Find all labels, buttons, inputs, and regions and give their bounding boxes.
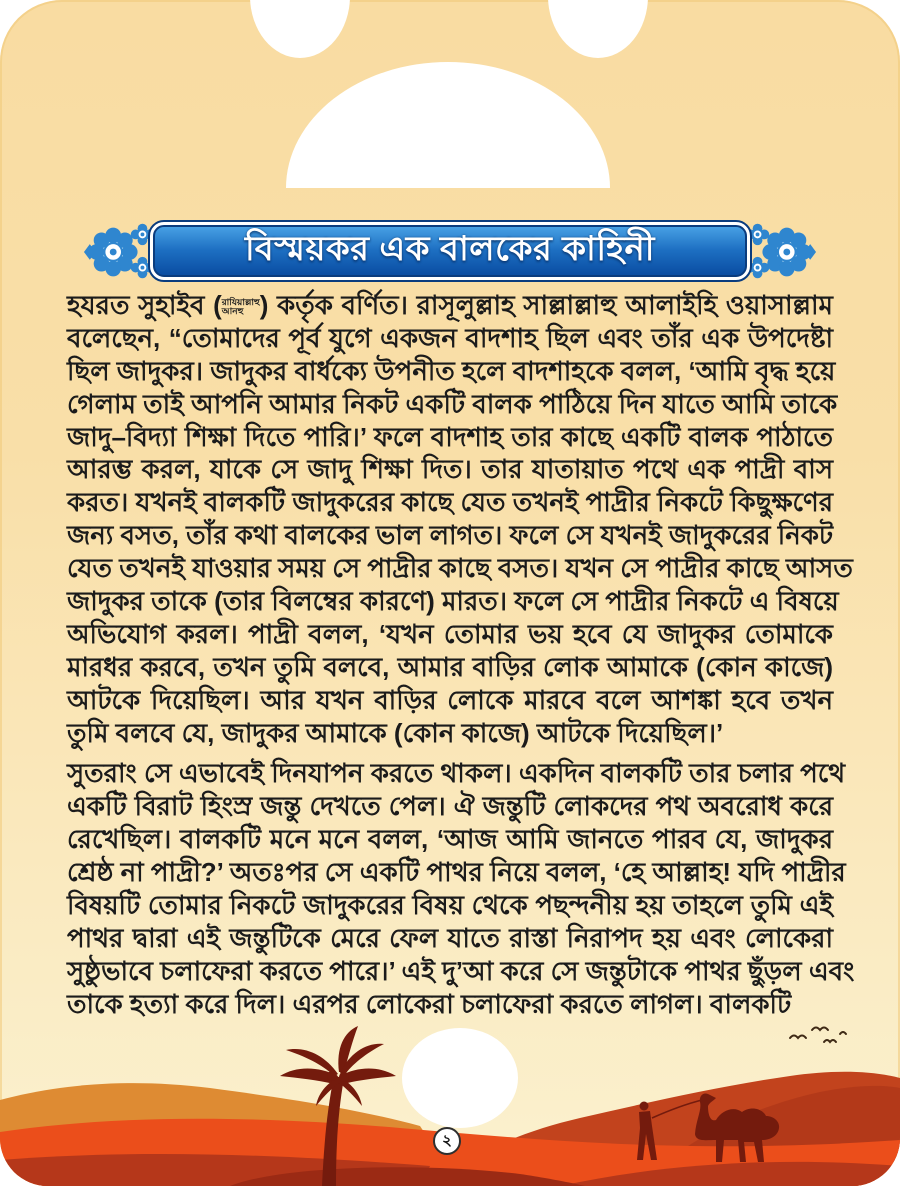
story-line: যেত তখনই যাওয়ার সময় সে পাদ্রীর কাছে বসত। যখন সে পাদ্রীর কাছে আসত bbox=[67, 553, 853, 584]
top-edge-notch-right bbox=[548, 0, 648, 58]
top-edge-notch-left bbox=[250, 0, 350, 58]
title-banner-row bbox=[0, 218, 900, 284]
story-line: করত। যখনই বালকটি জাদুকরের কাছে যেত তখনই পাদ্রীর নিকটে কিছুক্ষণের bbox=[67, 487, 833, 518]
story-line: আটকে দিয়েছিল। আর যখন বাড়ির লোকে মারবে বলে আশঙ্কা হবে তখন bbox=[67, 684, 833, 715]
story-line: পাথর দ্বারা এই জন্তুটিকে মেরে ফেল যাতে রাস্তা নিরাপদ হয় এবং লোকেরা bbox=[67, 922, 833, 953]
story-line: বলেছেন, “তোমাদের পূর্ব যুগে একজন বাদশাহ ছিল এবং তাঁর এক উপদেষ্টা bbox=[67, 322, 833, 353]
title-banner-inner bbox=[153, 225, 747, 277]
page-title: বিস্ময়কর এক বালকের কাহিনী bbox=[245, 229, 655, 268]
story-paragraph bbox=[67, 757, 855, 1020]
story-paragraph bbox=[67, 289, 853, 749]
story-line: জাদু–বিদ্যা শিক্ষা দিতে পারি।’ ফলে বাদশাহ তার কাছে একটি বালক পাঠাতে bbox=[67, 421, 833, 452]
story-line: সুষ্ঠুভাবে চলাফেরা করতে পারে।’ এই দু’আ করে সে জন্তুটাকে পাথর ছুঁড়ল এবং bbox=[67, 955, 855, 986]
story-line: জন্য বসত, তাঁর কথা বালকের ভাল লাগত। ফলে সে যখনই জাদুকরের নিকট bbox=[67, 520, 834, 551]
story-line: তুমি বলবে যে, জাদুকর আমাকে (কোন কাজে) আটকে দিয়েছিল।’ bbox=[67, 717, 724, 748]
desert-scene bbox=[0, 1014, 900, 1186]
story-line: রেখেছিল। বালকটি মনে মনে বলল, ‘আজ আমি জানতে পারব যে, জাদুকর bbox=[67, 824, 833, 855]
honorific-seal: রাযিয়াল্লাহু আনহু bbox=[221, 297, 260, 317]
story-text bbox=[67, 289, 855, 1021]
story-line: জাদুকর তাকে (তার বিলম্বের কারণে) মারত। ফলে সে পাদ্রীর নিকটে এ বিষয়ে bbox=[67, 586, 839, 617]
story-line: মারধর করবে, তখন তুমি বলবে, আমার বাড়ির লোক আমাকে (কোন কাজে) bbox=[67, 651, 833, 682]
story-line: ছিল জাদুকর। জাদুকর বার্ধক্যে উপনীত হলে বাদশাহকে বলল, ‘আমি বৃদ্ধ হয়ে bbox=[67, 355, 836, 386]
story-line: গেলাম তাই আপনি আমার নিকট একটি বালক পাঠিয়ে দিন যাতে আমি তাকে bbox=[67, 388, 838, 419]
birds-icon bbox=[790, 1028, 846, 1043]
story-line: সুতরাং সে এভাবেই দিনযাপন করতে থাকল। একদিন বালকটি তার চলার পথে bbox=[67, 758, 846, 789]
page-number-badge: ২ bbox=[433, 1127, 461, 1155]
sun-icon bbox=[402, 1028, 518, 1128]
story-line: বিষয়টি তোমার নিকটে জাদুকরের বিষয় থেকে পছন্দনীয় হয় তাহলে তুমি এই bbox=[67, 890, 833, 921]
top-arch-cutout bbox=[286, 62, 610, 188]
story-line: একটি বিরাট হিংস্র জন্তু দেখতে পেল। ঐ জন্তুটি লোকদের পথ অবরোধ করে bbox=[67, 791, 833, 822]
story-line: হযরত সুহাইব ( রাযিয়াল্লাহু আনহু ) কর্তৃক বর্ণিত। রাসূলুল্লাহ সাল্লাল্লাহু আলাইহি ওয়াসাল্লাম bbox=[67, 290, 833, 320]
story-line: অভিযোগ করল। পাদ্রী বলল, ‘যখন তোমার ভয় হবে যে জাদুকর তোমাকে bbox=[67, 618, 833, 649]
story-line: শ্রেষ্ঠ না পাদ্রী?’ অতঃপর সে একটি পাথর নিয়ে বলল, ‘হে আল্লাহ! যদি পাদ্রীর bbox=[67, 857, 846, 888]
story-line: আরম্ভ করল, যাকে সে জাদু শিক্ষা দিত। তার যাতায়াত পথে এক পাদ্রী বাস bbox=[67, 454, 833, 485]
story-line: তাকে হত্যা করে দিল। এরপর লোকেরা চলাফেরা করতে লাগল। বালকটি bbox=[67, 988, 792, 1019]
title-banner bbox=[148, 220, 752, 282]
